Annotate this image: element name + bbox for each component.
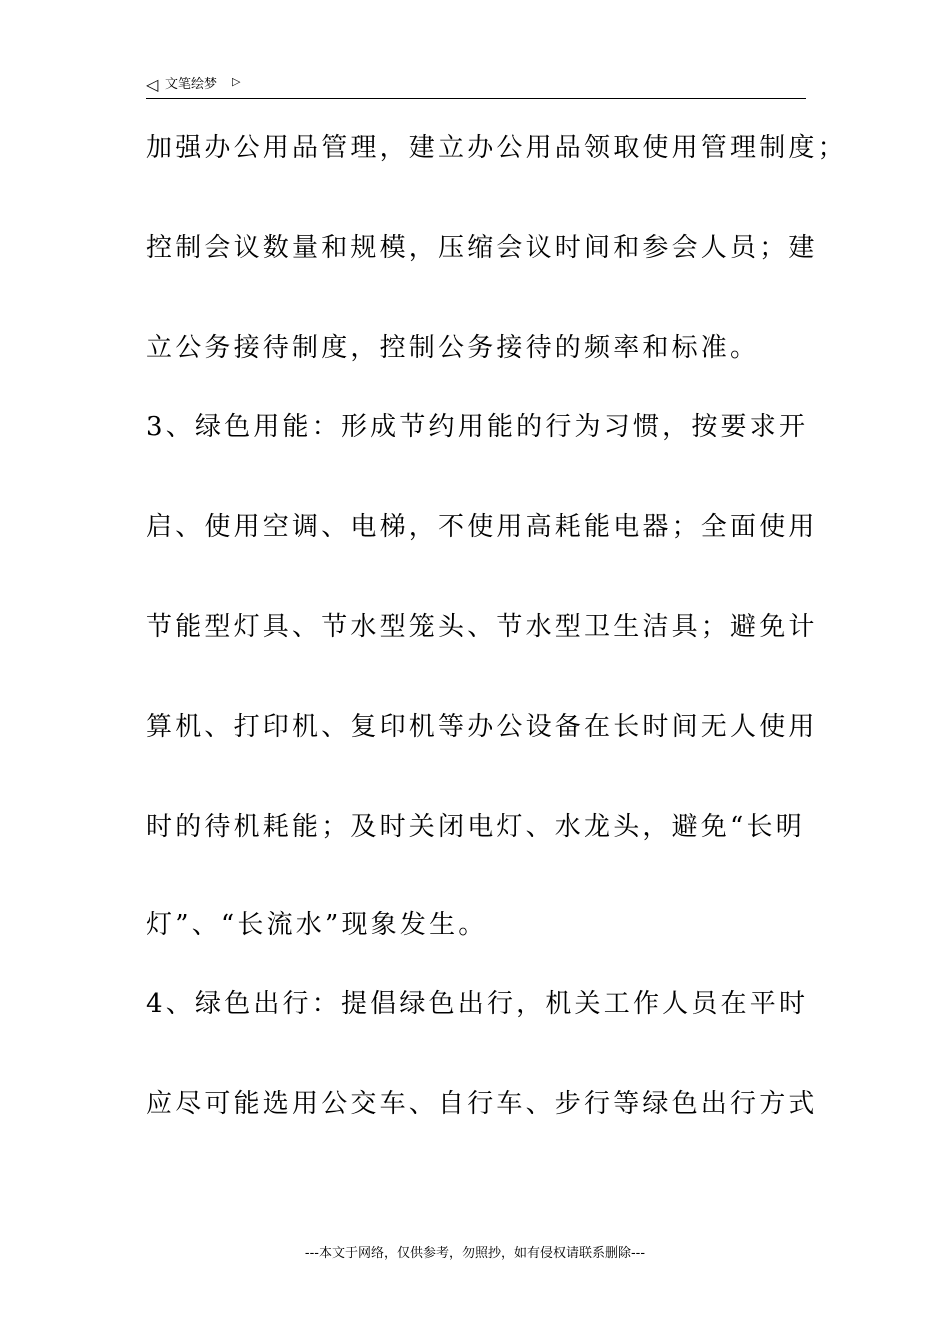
header-title: 文笔绘梦 bbox=[165, 77, 218, 92]
body-line-1: 加强办公用品管理，建立办公用品领取使用管理制度； bbox=[146, 133, 847, 163]
body-line-9: 灯”、“长流水”现象发生。 bbox=[146, 910, 488, 940]
body-line-7: 算机、打印机、复印机等办公设备在长时间无人使用 bbox=[146, 712, 818, 742]
body-line-5: 启、使用空调、电梯，不使用高耗能电器；全面使用 bbox=[146, 512, 818, 542]
footer-disclaimer: ---本文于网络，仅供参考，勿照抄，如有侵权请联系删除--- bbox=[304, 1246, 646, 1261]
page-header bbox=[146, 74, 806, 99]
right-triangle-icon: ▷ bbox=[232, 75, 241, 88]
body-line-8: 时的待机耗能；及时关闭电灯、水龙头，避免“长明 bbox=[146, 812, 805, 842]
body-line-10: 4、绿色出行：提倡绿色出行，机关工作人员在平时 bbox=[146, 989, 809, 1019]
body-line-4: 3、绿色用能：形成节约用能的行为习惯，按要求开 bbox=[146, 412, 809, 442]
body-line-2: 控制会议数量和规模，压缩会议时间和参会人员；建 bbox=[146, 233, 818, 263]
body-line-6: 节能型灯具、节水型笼头、节水型卫生洁具；避免计 bbox=[146, 612, 818, 642]
body-line-11: 应尽可能选用公交车、自行车、步行等绿色出行方式 bbox=[146, 1089, 818, 1119]
body-line-3: 立公务接待制度，控制公务接待的频率和标准。 bbox=[146, 333, 760, 363]
left-triangle-icon: ◁ bbox=[146, 75, 159, 94]
